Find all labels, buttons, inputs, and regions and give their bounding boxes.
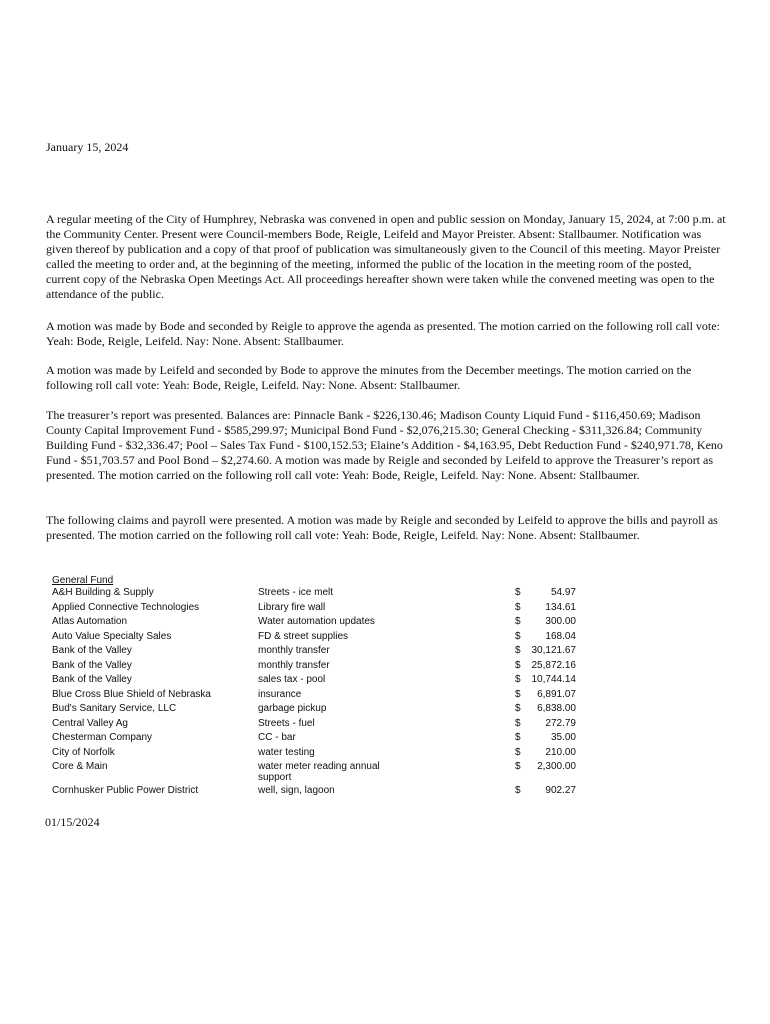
description-cell: sales tax - pool: [258, 674, 326, 685]
amount-cell: 300.00: [545, 616, 576, 627]
description-cell: insurance: [258, 688, 302, 700]
table-row: [52, 660, 582, 675]
amount-cell: 10,744.14: [531, 674, 576, 685]
amount-cell: 6,838.00: [537, 703, 576, 714]
description-cell: garbage pickup: [258, 703, 327, 714]
vendor-cell: Cornhusker Public Power District: [52, 785, 199, 796]
amount-cell: 902.27: [545, 785, 576, 796]
currency-cell: $: [515, 732, 521, 743]
vendor-cell: Bank of the Valley: [52, 659, 132, 671]
table-row: [52, 732, 582, 747]
agenda-motion-paragraph: A motion was made by Bode and seconded by Reigle to approve the agenda as presented. The motion carried on the following roll call vote: Yeah: Bode, Reigle, Leifeld. Nay: None. Absent: Stallbaumer.: [46, 319, 720, 348]
vendor-cell: Chesterman Company: [52, 732, 153, 743]
amount-cell: 134.61: [545, 601, 576, 613]
currency-cell: $: [515, 761, 521, 772]
description-cell: FD & street supplies: [258, 630, 349, 642]
table-row: [52, 587, 582, 602]
table-row: [52, 785, 582, 800]
amount-cell: 6,891.07: [537, 688, 576, 700]
table-row: [52, 718, 582, 733]
currency-cell: $: [515, 746, 521, 758]
table-row: [52, 631, 582, 646]
currency-cell: $: [515, 645, 521, 656]
meeting-date: January 15, 2024: [46, 140, 129, 154]
table-row: [52, 703, 582, 718]
table-row: [52, 761, 582, 785]
currency-cell: $: [515, 630, 521, 642]
description-cell: Water automation updates: [258, 616, 375, 627]
table-row: [52, 616, 582, 631]
currency-cell: $: [515, 616, 521, 627]
currency-cell: $: [515, 601, 521, 613]
amount-cell: 168.04: [545, 630, 576, 642]
table-row: [52, 747, 582, 762]
currency-cell: $: [515, 688, 521, 700]
claims-table: [52, 575, 582, 800]
claims-rows: [52, 587, 582, 800]
vendor-cell: Auto Value Specialty Sales: [52, 630, 172, 642]
fund-label: General Fund: [52, 575, 114, 586]
vendor-cell: Applied Connective Technologies: [52, 601, 200, 613]
currency-cell: $: [515, 674, 521, 685]
description-cell: monthly transfer: [258, 645, 330, 656]
table-row: [52, 645, 582, 660]
table-row: [52, 689, 582, 704]
currency-cell: $: [515, 785, 521, 796]
amount-cell: 25,872.16: [531, 659, 576, 671]
table-row: [52, 674, 582, 689]
vendor-cell: Blue Cross Blue Shield of Nebraska: [52, 688, 211, 700]
description-cell: Library fire wall: [258, 601, 326, 613]
description-cell: well, sign, lagoon: [258, 785, 335, 796]
amount-cell: 35.00: [550, 732, 576, 743]
table-row: [52, 602, 582, 617]
vendor-cell: Core & Main: [52, 761, 108, 772]
claims-motion-paragraph: The following claims and payroll were presented. A motion was made by Reigle and seconded by Leifeld to approve the bills and payroll as presented. The motion carried on the following roll call vote: Yeah: Bode, Reigle, Leifeld. Nay: None. Absent: Stallbaumer.: [46, 513, 718, 542]
treasurer-report-paragraph: The treasurer’s report was presented. Balances are: Pinnacle Bank - $226,130.46; Madison County Liquid Fund - $116,450.69; Madison County Capital Improvement Fund - $585,299.97; Municipal Bond Fund - $2,076,215.30; General Checking - $311,326.84; Community Building Fund - $32,336.47; Pool – Sales Tax Fund - $100,152.53; Elaine’s Addition - $4,163.95, Debt Reduction Fund - $240,971.78, Keno Fund - $51,703.57 and Pool Bond – $2,274.60. A motion was made by Reigle and seconded by Leifeld to approve the Treasurer’s report as presented. The motion carried on the following roll call vote: Yeah: Bode, Reigle, Leifeld. Nay: None. Absent: Stallbaumer.: [46, 408, 723, 482]
description-cell: monthly transfer: [258, 659, 330, 671]
currency-cell: $: [515, 587, 521, 598]
amount-cell: 2,300.00: [537, 761, 576, 772]
description-cell: Streets - ice melt: [258, 587, 334, 598]
amount-cell: 210.00: [545, 746, 576, 758]
footer-date: 01/15/2024: [45, 815, 100, 829]
vendor-cell: Bank of the Valley: [52, 645, 132, 656]
vendor-cell: City of Norfolk: [52, 746, 115, 758]
description-cell: water testing: [258, 746, 315, 758]
vendor-cell: Bud's Sanitary Service, LLC: [52, 703, 177, 714]
description-cell: water meter reading annual support: [258, 761, 380, 783]
vendor-cell: A&H Building & Supply: [52, 587, 154, 598]
currency-cell: $: [515, 703, 521, 714]
vendor-cell: Central Valley Ag: [52, 717, 128, 729]
currency-cell: $: [515, 659, 521, 671]
minutes-motion-paragraph: A motion was made by Leifeld and seconded by Bode to approve the minutes from the December meetings. The motion carried on the following roll call vote: Yeah: Bode, Reigle, Leifeld. Nay: None. Absent: Stallbaumer.: [46, 363, 692, 392]
amount-cell: 30,121.67: [531, 645, 576, 656]
vendor-cell: Bank of the Valley: [52, 674, 132, 685]
amount-cell: 54.97: [550, 587, 576, 598]
description-cell: CC - bar: [258, 732, 296, 743]
intro-paragraph: A regular meeting of the City of Humphrey, Nebraska was convened in open and public session on Monday, January 15, 2024, at 7:00 p.m. at the Community Center. Present were Council-members Bode, Reigle, Leifeld and Mayor Preister. Absent: Stallbaumer. Notification was given thereof by publication and a copy of that proof of publication was simultaneously given to the Council of this meeting. Mayor Preister called the meeting to order and, at the beginning of the meeting, informed the public of the location in the meeting room of the posted, current copy of the Nebraska Open Meetings Act. All proceedings hereafter shown were taken while the convened meeting was open to the attendance of the public.: [46, 212, 726, 301]
description-cell: Streets - fuel: [258, 717, 315, 729]
vendor-cell: Atlas Automation: [52, 616, 128, 627]
currency-cell: $: [515, 717, 521, 729]
amount-cell: 272.79: [545, 717, 576, 729]
